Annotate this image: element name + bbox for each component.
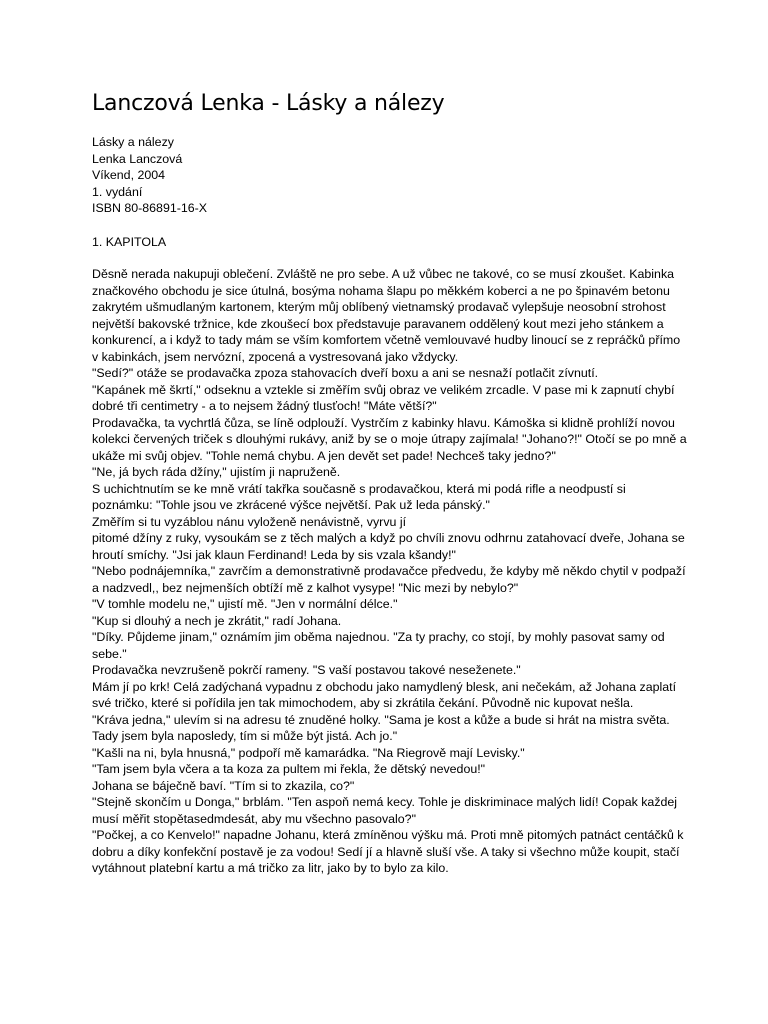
paragraph: Mám jí po krk! Celá zadýchaná vypadnu z obchodu jako namydlený blesk, ani nečekám, až Johana zaplatí své tričko, které si pořídila jen tak mimochodem, aby si zkrátila čekání. Původně nic kupovat nešla. bbox=[92, 679, 677, 710]
paragraph: "Sedí?" otáže se prodavačka zpoza stahovacích dveří boxu a ani se nesnaží potlačit zívnutí. bbox=[92, 366, 599, 380]
meta-book-title: Lásky a nálezy bbox=[92, 135, 174, 149]
paragraph: "Ne, já bych ráda džíny," ujistím ji napruženě. bbox=[92, 465, 341, 479]
paragraph: pitomé džíny z ruky, vysoukám se z těch malých a když po chvíli znovu odhrnu zatahovací dveře, Johana se hroutí smíchy. "Jsi jak klaun Ferdinand! Leda by sis vzala kšandy!" bbox=[92, 531, 685, 562]
book-metadata bbox=[92, 134, 207, 217]
meta-edition: 1. vydání bbox=[92, 184, 143, 199]
paragraph: Děsně nerada nakupuji oblečení. Zvláště ne pro sebe. A už vůbec ne takové, co se musí zkoušet. Kabinka značkového obchodu je sice útulná, bosýma nohama šlapu po měkkém koberci a ne po špinavém betonu zakrytém ušmudlaným kartonem, kterým můj oblíbený vietnamský prodavač vylepšuje neosobní strohost největší bakovské tržnice, kde zkoušecí box představuje paravanem oddělený kout mezi jeho stánkem a konkurencí, a i když to tady mám se vším komfortem včetně vemlouvavé hudby linoucí se z repráčků přímo v kabinkách, jsem nervózní, zpocená a vystresovaná jako vždycky. bbox=[92, 267, 681, 364]
paragraph: "Kašli na ni, byla hnusná," podpoří mě kamarádka. "Na Riegrově mají Levisky." bbox=[92, 745, 525, 760]
paragraph: "V tomhle modelu ne," ujistí mě. "Jen v normální délce." bbox=[92, 597, 398, 611]
meta-isbn: ISBN 80-86891-16-X bbox=[92, 201, 208, 215]
paragraph: Prodavačka, ta vychrtlá čůza, se líně odplouží. Vystrčím z kabinky hlavu. Kámoška si klidně prohlíží novou kolekci červených triček s dlouhými rukávy, aniž by se o moje útrapy zajímala! "Johano?!" Otočí se po mně a ukáže mi svůj objev. "Tohle nemá chybu. A jen devět set pade! Nechceš taky jedno?" bbox=[92, 415, 687, 463]
paragraph: "Stejně skončím u Donga," brblám. "Ten aspoň nemá kecy. Tohle je diskriminace malých lidí! Copak každej musí měřit stopětasedmdesát, aby mu všechno pasovalo?" bbox=[92, 795, 678, 826]
paragraph: "Kráva jedna," ulevím si na adresu té znuděné holky. "Sama je kost a kůže a bude si hrát na mistra světa. Tady jsem byla naposledy, tím si může být jistá. Ach jo." bbox=[92, 712, 670, 743]
chapter-heading: 1. KAPITOLA bbox=[92, 235, 167, 249]
paragraph: S uchichtnutím se ke mně vrátí takřka současně s prodavačkou, která mi podá rifle a neodpustí si poznámku: "Tohle jsou ve zkrácené výšce největší. Pak už leda pánský." bbox=[92, 481, 626, 512]
paragraph: Johana se báječně baví. "Tím si to zkazila, co?" bbox=[92, 778, 355, 793]
paragraph: "Kapánek mě škrtí," odseknu a vztekle si změřím svůj obraz ve velikém zrcadle. V pase mi k zapnutí chybí dobré tři centimetry - a to nejsem žádný tlusťoch! "Máte větší?" bbox=[92, 382, 675, 413]
paragraph: "Díky. Půjdeme jinam," oznámím jim oběma najednou. "Za ty prachy, co stojí, by mohly pasovat samy od sebe." bbox=[92, 630, 665, 661]
paragraph: "Počkej, a co Kenvelo!" napadne Johanu, která zmíněnou výšku má. Proti mně pitomých patnáct centáčků k dobru a díky konfekční postavě je za vodou! Sedí jí a hlavně sluší vše. A taky si všechno může koupit, stačí vytáhnout platební kartu a má tričko za litr, jako by to bylo za kilo. bbox=[92, 828, 684, 875]
paragraph: "Kup si dlouhý a nech je zkrátit," radí Johana. bbox=[92, 613, 342, 628]
paragraph: "Nebo podnájemníka," zavrčím a demonstrativně prodavačce předvedu, že kdyby mě někdo chytil v podpaží a nadzvedl,, bez nejmenších obtíží mě z kalhot vysype! "Nic mezi by nebylo?" bbox=[92, 564, 686, 595]
paragraph: "Tam jsem byla včera a ta koza za pultem mi řekla, že dětský nevedou!" bbox=[92, 762, 486, 776]
document-title: Lanczová Lenka - Lásky a nálezy bbox=[92, 91, 445, 116]
paragraph: Prodavačka nevzrušeně pokrčí rameny. "S vaší postavou takové neseženete." bbox=[92, 663, 521, 677]
chapter-text bbox=[92, 266, 688, 877]
meta-publisher-year: Víkend, 2004 bbox=[92, 168, 166, 182]
paragraph: Změřím si tu vyzáblou nánu vyloženě nenávistně, vyrvu jí bbox=[92, 514, 407, 529]
meta-author: Lenka Lanczová bbox=[92, 151, 183, 166]
